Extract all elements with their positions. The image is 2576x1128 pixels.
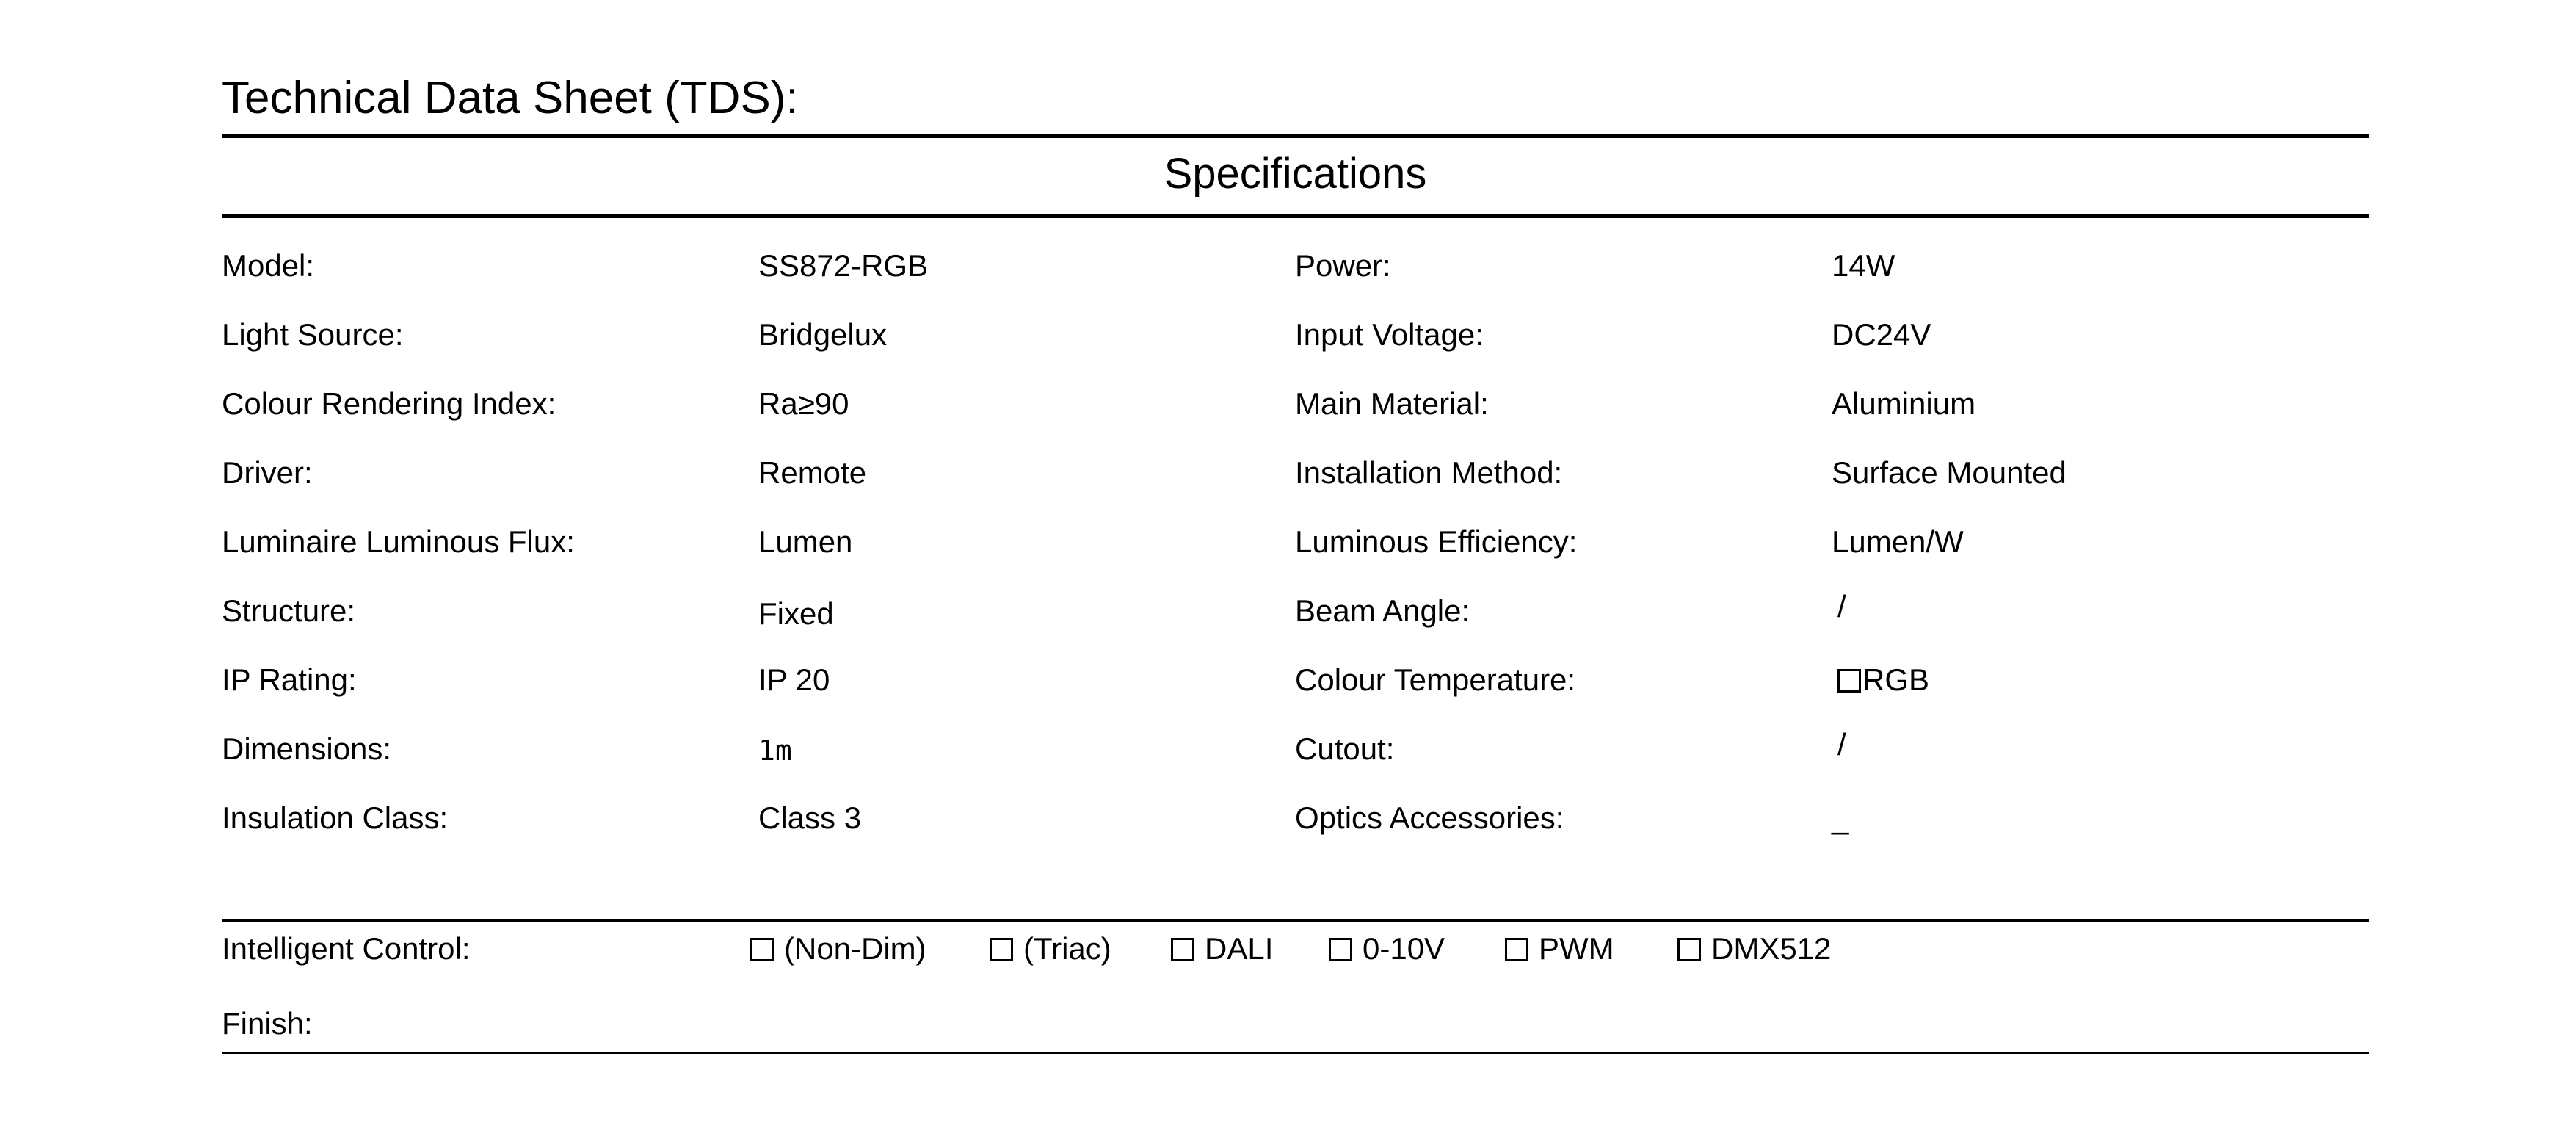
spec-label-model: Model: [222, 248, 315, 283]
spec-label-cri: Colour Rendering Index: [222, 386, 556, 421]
spec-label-installation-method: Installation Method: [1295, 455, 1563, 490]
finish-bottom-divider [222, 1052, 2369, 1054]
0-10v-checkbox[interactable] [1329, 938, 1352, 961]
control-option-dmx512[interactable] [1677, 930, 1831, 968]
heading-divider [222, 214, 2369, 218]
spec-value-driver: Remote [758, 455, 867, 490]
control-option-label: DMX512 [1711, 931, 1832, 966]
page-title: Technical Data Sheet (TDS): [222, 73, 799, 123]
control-option-non-dim[interactable] [750, 930, 926, 968]
control-option-pwm[interactable] [1505, 930, 1614, 968]
spec-label-luminous-efficiency: Luminous Efficiency: [1295, 524, 1578, 559]
spec-value-cri: Ra≥90 [758, 386, 849, 421]
spec-label-luminous-flux: Luminaire Luminous Flux: [222, 524, 575, 559]
control-option-triac[interactable] [990, 930, 1111, 968]
spec-label-structure: Structure: [222, 593, 356, 628]
control-top-divider [222, 919, 2369, 922]
spec-label-main-material: Main Material: [1295, 386, 1489, 421]
control-option-0-10v[interactable] [1329, 930, 1445, 968]
spec-label-cutout: Cutout: [1295, 731, 1395, 766]
spec-label-beam-angle: Beam Angle: [1295, 593, 1470, 628]
spec-label-insulation-class: Insulation Class: [222, 800, 449, 835]
section-heading: Specifications [1164, 150, 1427, 198]
spec-value-installation-method: Surface Mounted [1832, 455, 2067, 490]
spec-label-dimensions: Dimensions: [222, 731, 392, 766]
spec-value-structure: Fixed [758, 596, 834, 631]
spec-value-cutout: / [1837, 727, 1846, 762]
spec-label-input-voltage: Input Voltage: [1295, 317, 1484, 352]
spec-value-ip-rating: IP 20 [758, 662, 830, 697]
dmx512-checkbox[interactable] [1677, 938, 1701, 961]
control-option-label: (Non-Dim) [784, 931, 926, 966]
spec-label-optics-accessories: Optics Accessories: [1295, 800, 1564, 835]
triac-checkbox[interactable] [990, 938, 1013, 961]
colour-temperature-text: RGB [1862, 662, 1930, 697]
spec-value-dimensions: 1m [758, 734, 792, 767]
spec-value-luminous-efficiency: Lumen/W [1832, 524, 1964, 559]
spec-value-luminous-flux: Lumen [758, 524, 853, 559]
control-option-label: DALI [1205, 931, 1274, 966]
spec-value-beam-angle: / [1837, 589, 1846, 623]
spec-label-colour-temperature: Colour Temperature: [1295, 662, 1576, 697]
pwm-checkbox[interactable] [1505, 938, 1528, 961]
spec-label-power: Power: [1295, 248, 1391, 283]
title-divider [222, 134, 2369, 138]
intelligent-control-label: Intelligent Control: [222, 931, 471, 966]
spec-value-model: SS872-RGB [758, 248, 929, 283]
control-option-label: 0-10V [1363, 931, 1445, 966]
control-option-label: PWM [1539, 931, 1614, 966]
spec-value-optics-accessories: _ [1832, 800, 1849, 835]
spec-value-light-source: Bridgelux [758, 317, 888, 352]
spec-label-light-source: Light Source: [222, 317, 404, 352]
spec-value-colour-temperature [1837, 661, 1929, 699]
spec-value-power: 14W [1832, 248, 1895, 283]
spec-value-input-voltage: DC24V [1832, 317, 1931, 352]
dali-checkbox[interactable] [1171, 938, 1194, 961]
spec-label-driver: Driver: [222, 455, 313, 490]
control-option-dali[interactable] [1171, 930, 1273, 968]
spec-value-insulation-class: Class 3 [758, 800, 862, 835]
spec-label-ip-rating: IP Rating: [222, 662, 357, 697]
spec-value-main-material: Aluminium [1832, 386, 1976, 421]
control-option-label: (Triac) [1023, 931, 1111, 966]
finish-label: Finish: [222, 1006, 313, 1041]
rgb-checkbox[interactable] [1837, 669, 1861, 693]
non-dim-checkbox[interactable] [750, 938, 774, 961]
